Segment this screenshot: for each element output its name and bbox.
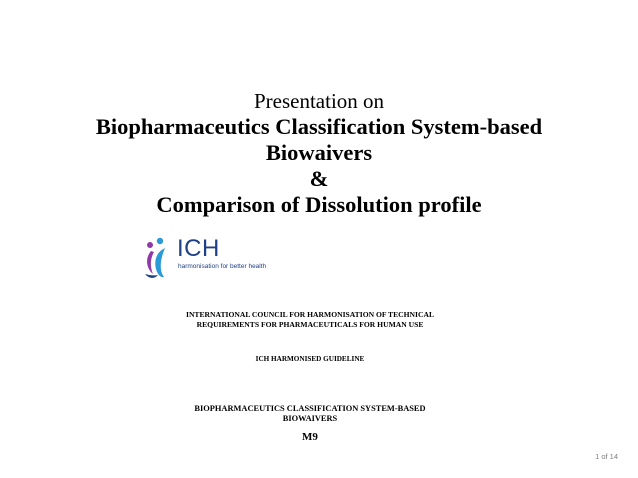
guideline-label: ICH HARMONISED GUIDELINE — [255, 355, 365, 363]
page-indicator: 1 of 14 — [595, 452, 618, 461]
slide-title — [0, 88, 638, 218]
ich-logo-icon — [141, 236, 177, 280]
council-line-2: REQUIREMENTS FOR PHARMACEUTICALS FOR HUMAN USE — [196, 320, 424, 329]
council-heading — [150, 310, 470, 330]
guideline-title — [150, 404, 470, 424]
council-line-1: INTERNATIONAL COUNCIL FOR HARMONISATION OF TECHNICAL — [185, 310, 435, 319]
title-line-1: Biopharmaceutics Classification System-based — [95, 114, 543, 139]
ich-logo — [141, 236, 291, 280]
guideline-code: M9 — [302, 431, 318, 443]
guideline-title-line-2: BIOWAIVERS — [282, 414, 338, 423]
logo-tagline: harmonisation for better health — [178, 263, 267, 270]
title-line-2: Biowaivers — [265, 140, 373, 165]
title-line-3: & — [309, 166, 329, 191]
guideline-title-line-1: BIOPHARMACEUTICS CLASSIFICATION SYSTEM-BASED — [194, 404, 426, 413]
title-intro: Presentation on — [253, 89, 385, 113]
title-line-4: Comparison of Dissolution profile — [156, 192, 482, 217]
logo-wordmark: ICH — [177, 235, 220, 262]
